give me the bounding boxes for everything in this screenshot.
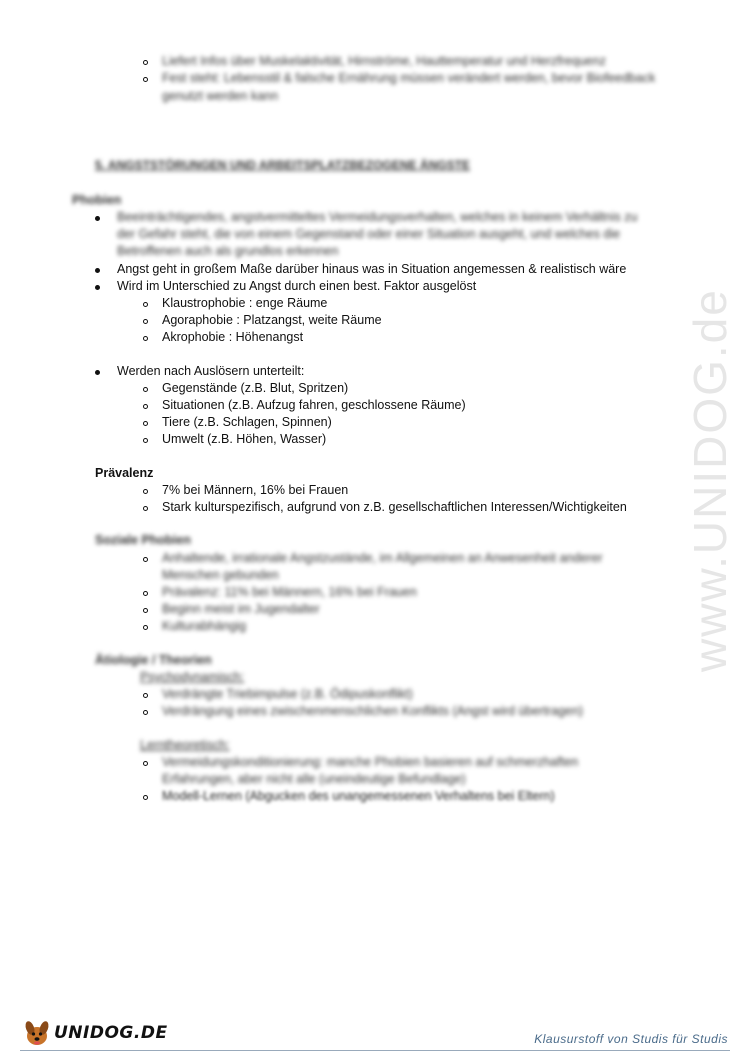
blurred-text: Verdrängung eines zwischenmenschlichen Konflikts (Angst wird übertragen) <box>162 704 584 718</box>
blurred-text: Anhaltende, irrationale Angstzustände, im Allgemeinen an Anwesenheit anderer <box>162 551 603 565</box>
sub-bullet <box>143 60 148 65</box>
blurred-text: Verdrängte Triebimpulse (z.B. Ödipuskonflikt) <box>162 687 413 701</box>
sub-bullet <box>143 438 148 443</box>
blurred-text: der Gefahr steht, die von einem Gegenstand oder einer Situation ausgeht, und welches die <box>117 227 621 241</box>
footer-slogan: Klausurstoff von Studis für Studis <box>534 1032 728 1046</box>
footer-divider <box>20 1050 730 1051</box>
watermark: www.UNIDOG.de <box>684 288 736 672</box>
sub-bullet-text: Stark kulturspezifisch, aufgrund von z.B. gesellschaftlichen Interessen/Wichtigkeiten <box>162 500 627 514</box>
sub-bullet-text: Gegenstände (z.B. Blut, Spritzen) <box>162 381 349 395</box>
sub-bullet <box>143 506 148 511</box>
subheading: Prävalenz <box>95 466 154 480</box>
blurred-text: Lerntheoretisch: <box>140 738 230 752</box>
sub-bullet <box>143 625 148 630</box>
subheading: Phobien <box>72 193 122 207</box>
sub-bullet-text: Akrophobie : Höhenangst <box>162 330 304 344</box>
sub-bullet <box>143 404 148 409</box>
bullet <box>95 268 100 273</box>
subheading: Ätiologie / Theorien <box>95 653 212 667</box>
sub-bullet <box>143 302 148 307</box>
blurred-text: Psychodynamisch: <box>140 670 245 684</box>
sub-bullet <box>143 77 148 82</box>
sub-bullet-text: Tiere (z.B. Schlagen, Spinnen) <box>162 415 332 429</box>
subheading: Soziale Phobien <box>95 533 191 547</box>
sub-bullet <box>143 761 148 766</box>
blurred-text: Menschen gebunden <box>162 568 279 582</box>
logo-text: UNIDOG.DE <box>54 1023 168 1043</box>
sub-bullet <box>143 319 148 324</box>
sub-bullet <box>143 710 148 715</box>
sub-bullet-text: Agoraphobie : Platzangst, weite Räume <box>162 313 382 327</box>
blurred-text: Vermeidungskonditionierung: manche Phobien basieren auf schmerzhaften <box>162 755 579 769</box>
blurred-text: Betroffenen auch als grundlos erkennen <box>117 244 339 258</box>
blurred-text: genutzt werden kann <box>162 89 279 103</box>
unidog-logo[interactable] <box>22 1018 168 1048</box>
blurred-text: Beginn meist im Jugendalter <box>162 602 320 616</box>
sub-bullet-text: Klaustrophobie : enge Räume <box>162 296 328 310</box>
bullet <box>95 216 100 221</box>
blurred-text: Modell-Lernen (Abgucken des unangemessenen Verhaltens bei Eltern) <box>162 789 555 803</box>
blurred-text: Erfahrungen, aber nicht alle (uneindeutige Befundlage) <box>162 772 466 786</box>
sub-bullet <box>143 591 148 596</box>
blurred-text: Prävalenz: 11% bei Männern, 16% bei Frauen <box>162 585 417 599</box>
sub-bullet <box>143 557 148 562</box>
sub-bullet <box>143 336 148 341</box>
sub-bullet-text: Situationen (z.B. Aufzug fahren, geschlossene Räume) <box>162 398 466 412</box>
blurred-text: Kulturabhängig <box>162 619 247 633</box>
bullet <box>95 370 100 375</box>
sub-bullet <box>143 693 148 698</box>
dog-icon <box>22 1018 52 1048</box>
bullet <box>95 285 100 290</box>
sub-bullet-text: 7% bei Männern, 16% bei Frauen <box>162 483 349 497</box>
bullet-text: Wird im Unterschied zu Angst durch einen best. Faktor ausgelöst <box>117 279 477 293</box>
section-heading: 5. ANGSTSTÖRUNGEN UND ARBEITSPLATZBEZOGENE ÄNGSTE <box>95 158 470 172</box>
bullet-text: Werden nach Auslösern unterteilt: <box>117 364 305 378</box>
sub-bullet-text: Umwelt (z.B. Höhen, Wasser) <box>162 432 327 446</box>
blurred-text: Beeinträchtigendes, angstvermitteltes Vermeidungsverhalten, welches in keinem Verhältnis zu <box>117 210 638 224</box>
bullet-text: Angst geht in großem Maße darüber hinaus was in Situation angemessen & realistisch wäre <box>117 262 627 276</box>
sub-bullet <box>143 421 148 426</box>
sub-bullet <box>143 608 148 613</box>
blurred-text: Fest steht: Lebensstil & falsche Ernährung müssen verändert werden, bevor Biofeedback <box>162 71 656 85</box>
sub-bullet <box>143 795 148 800</box>
sub-bullet <box>143 489 148 494</box>
sub-bullet <box>143 387 148 392</box>
blurred-text: Liefert Infos über Muskelaktivität, Hirnströme, Hauttemperatur und Herzfrequenz <box>162 54 606 68</box>
